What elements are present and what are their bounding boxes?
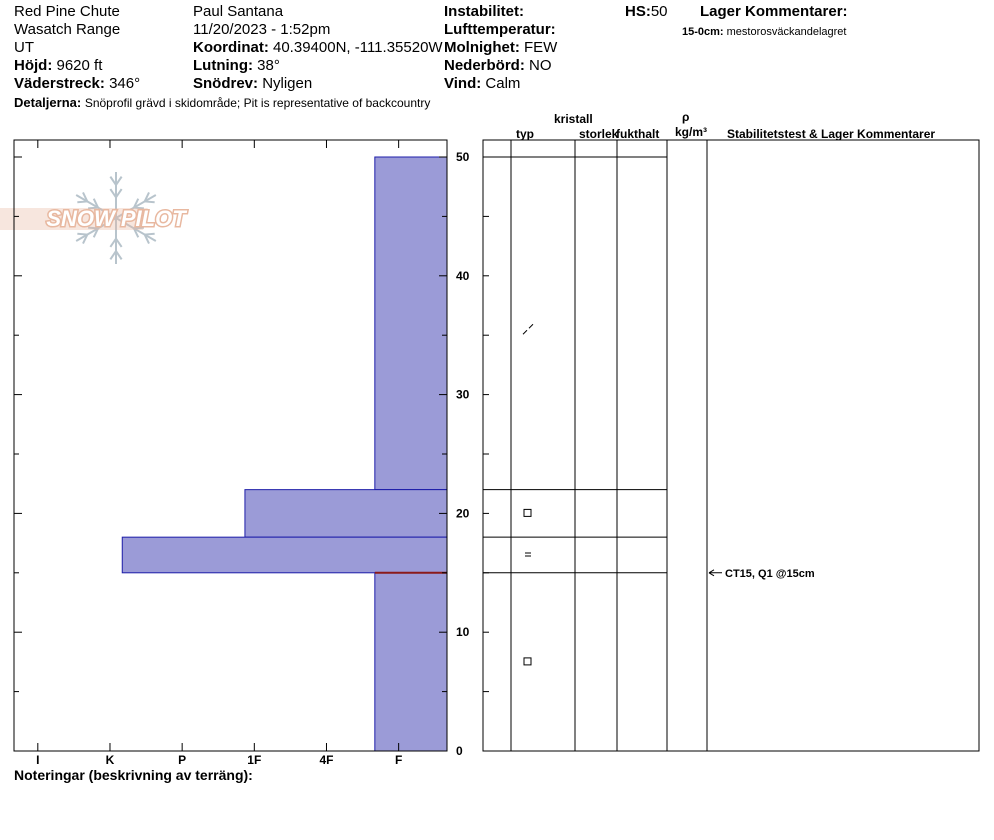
details-label: Detaljerna: <box>14 95 82 110</box>
rho-header: ρ <box>682 110 690 124</box>
crystal-symbols <box>523 324 533 665</box>
slope-value: 38° <box>257 57 280 74</box>
stability-test-arrow <box>709 570 722 576</box>
layer-comments-title: Lager Kommentarer: <box>700 3 848 20</box>
slope-label: Lutning: <box>193 57 253 74</box>
crystal-symbol-surface-hoar-melt-freeze <box>525 553 531 556</box>
x-tick-label-P: P <box>178 753 187 767</box>
x-tick-label-1F: 1F <box>247 753 262 767</box>
observer-name: Paul Santana <box>193 3 284 20</box>
x-tick-label-K: K <box>105 753 115 767</box>
elevation-value: 9620 ft <box>56 57 103 74</box>
hardness-bar-0 <box>375 157 447 490</box>
precip-value: NO <box>529 57 552 74</box>
x-tick-label-F: F <box>394 753 403 767</box>
moisture-header: fukthalt <box>616 127 660 141</box>
crystal-symbol-decomposing-fragments <box>523 324 533 334</box>
crystal-symbol-faceted-crystals <box>524 509 531 516</box>
hardness-bar-1 <box>245 490 447 538</box>
location-name: Red Pine Chute <box>14 3 120 20</box>
crystal-table-grid <box>483 140 979 751</box>
precip-label: Nederbörd: <box>444 57 525 74</box>
crystal-symbol-faceted-crystals <box>524 658 531 665</box>
sky-value: FEW <box>524 39 558 56</box>
layer-comment-depth: 15-0cm: <box>682 26 724 38</box>
x-tick-label-I: I <box>36 753 40 767</box>
coords-label: Koordinat: <box>193 39 269 56</box>
range-name: Wasatch Range <box>14 21 121 38</box>
elevation-label: Höjd: <box>14 57 53 74</box>
density-unit-header: kg/m³ <box>675 125 708 139</box>
hardness-bar-2 <box>122 537 447 573</box>
notes-label: Noteringar (beskrivning av terräng): <box>14 767 253 783</box>
y-tick-label-0: 0 <box>456 744 463 758</box>
observation-datetime: 11/20/2023 - 1:52pm <box>193 21 331 38</box>
drift-label: Snödrev: <box>193 75 259 92</box>
crystal-header: kristall <box>554 112 593 126</box>
airtemp-label: Lufttemperatur: <box>444 21 556 38</box>
y-tick-label-30: 30 <box>456 387 470 402</box>
hs-value: 50 <box>650 3 668 20</box>
wind-value: Calm <box>485 75 521 92</box>
snowpilot-logo <box>0 172 187 264</box>
details-value: Snöprofil grävd i skidområde; Pit is representative of backcountry <box>84 96 431 110</box>
y-tick-label-20: 20 <box>456 506 470 521</box>
y-tick-label-50: 50 <box>456 150 470 164</box>
hardness-bars <box>122 157 447 751</box>
y-tick-label-40: 40 <box>456 268 470 283</box>
state-name: UT <box>14 39 34 56</box>
stability-test-label: CT15, Q1 @15cm <box>725 567 815 580</box>
sky-label: Molnighet: <box>444 39 520 56</box>
hs-label: HS: <box>625 3 651 20</box>
coords-value: 40.39400N, -111.35520W <box>273 39 443 56</box>
size-header: storlek <box>579 127 619 141</box>
x-tick-label-4F: 4F <box>319 753 334 767</box>
table-border <box>483 140 979 751</box>
aspect-label: Väderstreck: <box>14 75 105 92</box>
drift-value: Nyligen <box>262 75 313 92</box>
stability-header: Stabilitetstest & Lager Kommentarer <box>727 127 936 141</box>
aspect-value: 346° <box>109 75 141 92</box>
type-header: typ <box>516 127 534 141</box>
y-tick-label-10: 10 <box>456 625 470 640</box>
instability-label: Instabilitet: <box>444 3 525 20</box>
hardness-bar-3 <box>375 573 447 751</box>
hardness-axis <box>36 140 402 767</box>
layer-comment-text: mestorosväckandelagret <box>726 26 847 38</box>
wind-label: Vind: <box>444 75 482 92</box>
logo-text: SNOW PILOT <box>46 206 186 231</box>
stability-tests <box>709 568 815 580</box>
